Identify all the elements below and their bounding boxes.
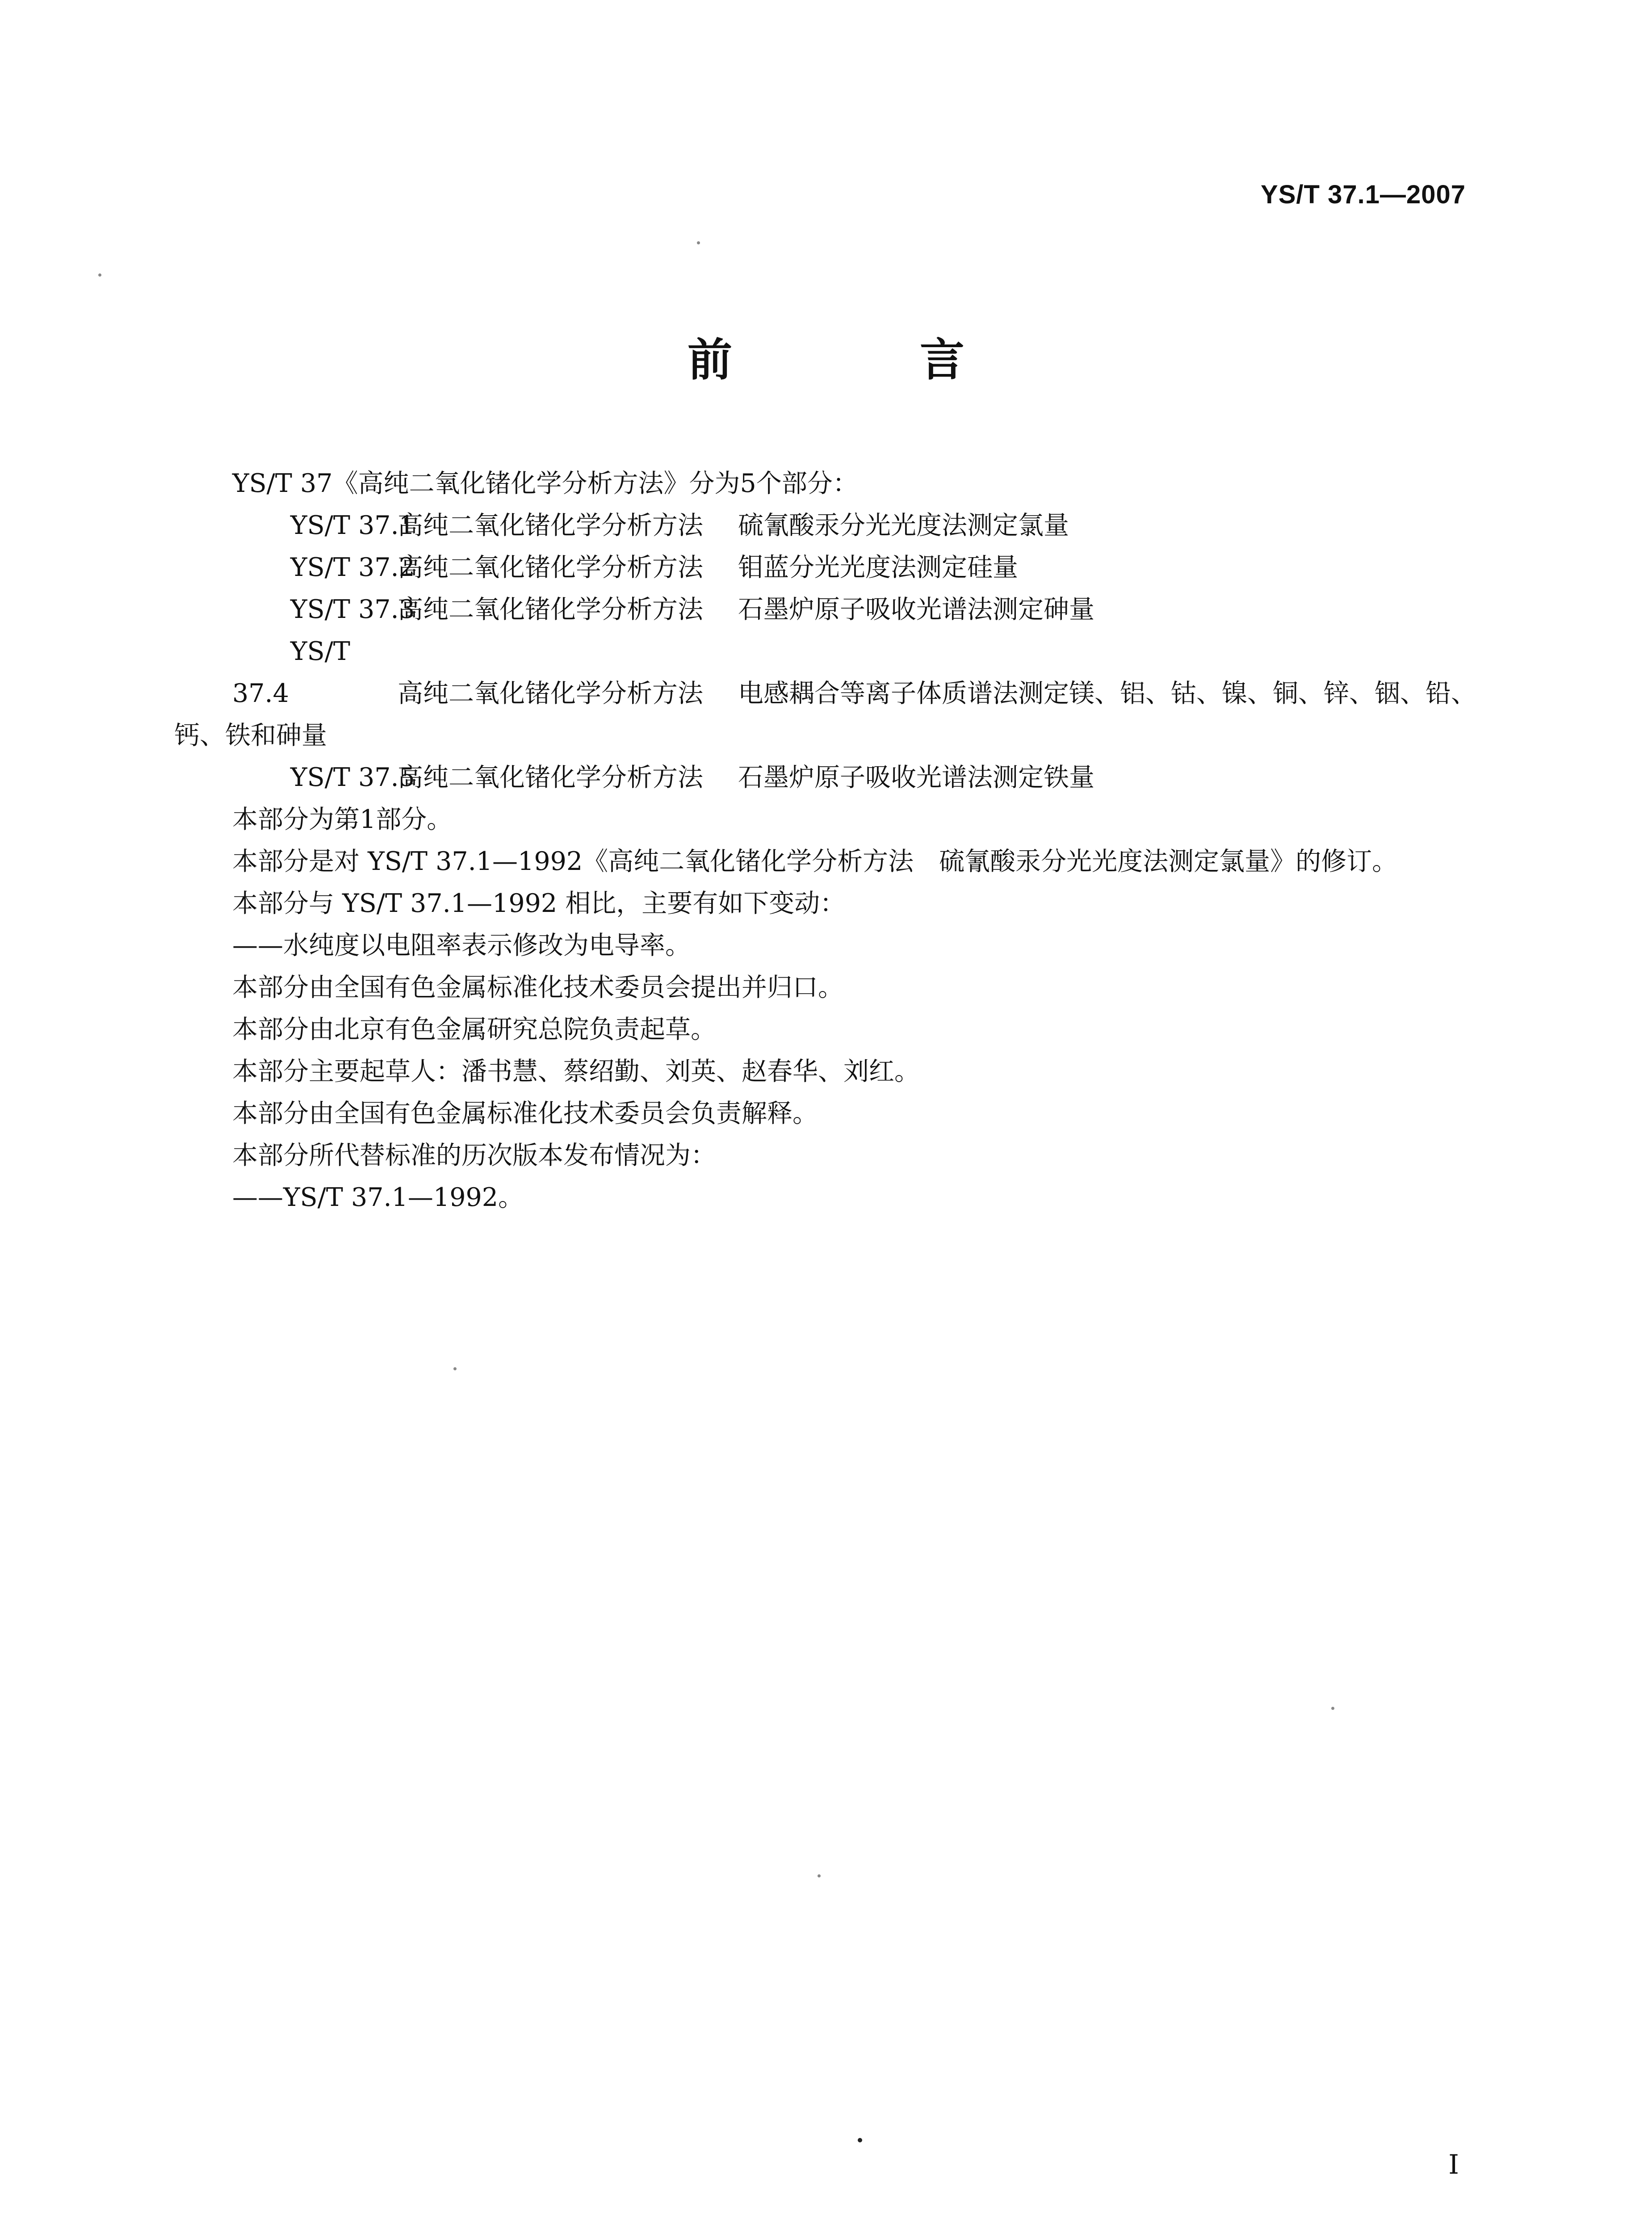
part-code: YS/T 37.2: [290, 553, 415, 582]
scan-speck: [697, 241, 700, 244]
parts-list: [174, 504, 1479, 798]
scan-speck: [858, 2138, 862, 2142]
part-subject: 硫氰酸汞分光光度法测定氯量: [738, 511, 1069, 540]
page-number: I: [1448, 2149, 1459, 2180]
part-code: YS/T 37.3: [290, 595, 415, 624]
part-series: 高纯二氧化锗化学分析方法: [398, 511, 703, 540]
part-subject: 石墨炉原子吸收光谱法测定砷量: [738, 595, 1094, 624]
part-subject: 石墨炉原子吸收光谱法测定铁量: [738, 763, 1094, 792]
history-intro: 本部分所代替标准的历次版本发布情况为：: [232, 1141, 716, 1170]
history-item: ——YS/T 37.1—1992。: [232, 1183, 524, 1212]
part-subject: 电感耦合等离子体质谱法测定镁、铝、钴、镍、铜、锌、铟、铅、钙、铁和砷量: [174, 679, 1476, 750]
document-body: [174, 462, 1479, 1218]
drafters-statement: 本部分主要起草人：潘书慧、蔡绍勤、刘英、赵春华、刘红。: [232, 1057, 920, 1086]
part-series: 高纯二氧化锗化学分析方法: [398, 679, 703, 708]
part-code: YS/T 37.5: [290, 763, 415, 792]
changes-intro: 本部分与 YS/T 37.1—1992 相比，主要有如下变动：: [232, 889, 846, 918]
part-code: YS/T 37.4: [232, 637, 350, 708]
list-item: [174, 588, 1479, 630]
part-code: YS/T 37.1: [290, 511, 415, 540]
page-title: 前 言: [688, 334, 1036, 386]
intro-paragraph: YS/T 37《高纯二氧化锗化学分析方法》分为5个部分：: [232, 469, 858, 498]
revision-statement: 本部分是对 YS/T 37.1—1992《高纯二氧化锗化学分析方法 硫氰酸汞分光光度法测定氯量》的修订。: [232, 847, 1398, 876]
part-series: 高纯二氧化锗化学分析方法: [398, 553, 703, 582]
part-series: 高纯二氧化锗化学分析方法: [398, 763, 703, 792]
proposed-statement: 本部分由全国有色金属标准化技术委员会提出并归口。: [232, 973, 843, 1002]
part-subject: 钼蓝分光光度法测定硅量: [738, 553, 1018, 582]
scan-speck: [453, 1367, 457, 1370]
list-item: [174, 630, 1479, 756]
standard-code: YS/T 37.1—2007: [1261, 180, 1466, 209]
interpretation-statement: 本部分由全国有色金属标准化技术委员会负责解释。: [232, 1099, 818, 1128]
list-item: [174, 756, 1479, 798]
list-item: [174, 504, 1479, 546]
drafting-org-statement: 本部分由北京有色金属研究总院负责起草。: [232, 1015, 716, 1044]
change-item: ——水纯度以电阻率表示修改为电导率。: [232, 931, 691, 960]
scan-speck: [1331, 1707, 1334, 1710]
part-series: 高纯二氧化锗化学分析方法: [398, 595, 703, 624]
scan-speck: [818, 1874, 821, 1877]
part-number-statement: 本部分为第1部分。: [232, 805, 453, 834]
scan-speck: [98, 273, 101, 277]
list-item: [174, 546, 1479, 588]
